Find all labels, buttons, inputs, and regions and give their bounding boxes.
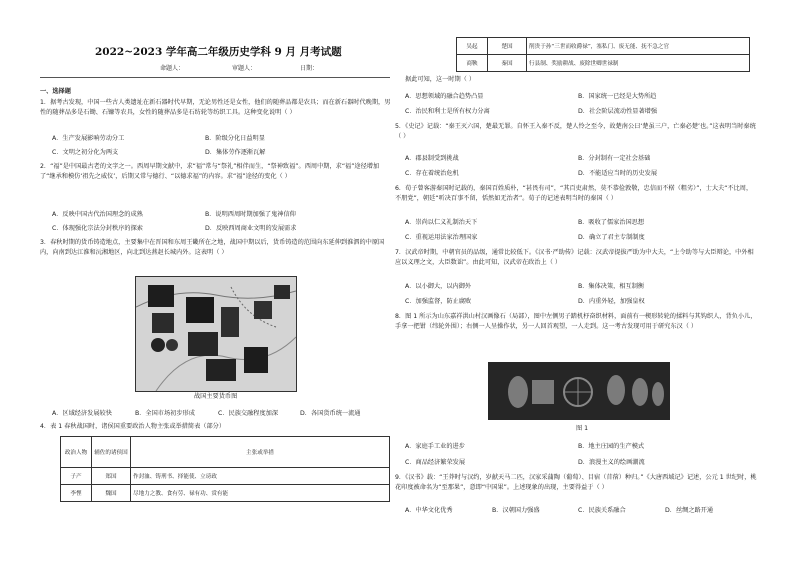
section-heading: 一、选择题 xyxy=(40,88,71,95)
q1-option-b[interactable]: B．阶级分化日益明显 xyxy=(205,135,265,142)
author-field: 命题人： xyxy=(160,65,185,72)
q6-option-d[interactable]: D．确立了君主专制制度 xyxy=(578,234,645,241)
q5-option-b[interactable]: B．分封制有一定社会基础 xyxy=(578,155,651,162)
coin-map-image xyxy=(135,276,297,392)
table-cell: 削贵于孙“三世而收爵禄”，塞私门、废无能、抚不急之官 xyxy=(527,38,750,55)
q8-stem: 8．图 1 所示为山东嘉祥洪山村汉画像石（局部），图中左侧男子踏机杼奋织材料，面前有一楔形转轮的揉料与其钩织人，背负小儿，手拿一把钳（纬轮外围）；右侧一人呈操作状，另一人回首观望，一人走到。这一考古发现可用于研究东汉（ ） xyxy=(395,313,757,330)
q8-option-d[interactable]: D．浪漫主义的绘画潮流 xyxy=(578,459,645,466)
table-cell: 秦国 xyxy=(488,55,527,72)
q8-option-b[interactable]: B．地主庄园的生产模式 xyxy=(578,443,645,450)
q4-option-b[interactable]: B．国家统一已经是大势所趋 xyxy=(578,93,657,100)
table-cell: 作封洫、铸刑书、择能使、立谤政 xyxy=(131,468,390,485)
q9-option-c[interactable]: C．民族关系融合 xyxy=(578,507,626,514)
q4-option-a[interactable]: A．思想领域的融合趋势凸显 xyxy=(405,93,484,100)
q7-option-c[interactable]: C．加强监督，防止腐败 xyxy=(405,298,472,305)
q8-option-c[interactable]: C．商品经济繁荣发展 xyxy=(405,459,466,466)
q6-option-a[interactable]: A．崇尚以仁义礼制治天下 xyxy=(405,219,478,226)
q7-option-d[interactable]: D．内重外轻，加强皇权 xyxy=(578,298,645,305)
q2-option-d[interactable]: D．反映西周商业文明的发展需求 xyxy=(205,225,297,232)
exam-title: 2022~2023 学年高二年级历史学科 9 月 月考试题 xyxy=(95,46,342,58)
table-header-state: 辅佐的诸侯国 xyxy=(92,437,131,468)
table-cell: 魏国 xyxy=(92,485,131,502)
q9-stem: 9．《汉书》载：“王莽时与汉约，岁献天马二匹，汉家采蒲陶（葡萄）、目宿（苜蓿）种归。”《大唐西域记》记述，公元 1 世纪时，桃花印度被命名为“至那果”，意即“中国果”。上述现象的出现，主要得益于（ ） xyxy=(395,474,757,491)
q3-option-a[interactable]: A．区域经济发展较快 xyxy=(52,410,112,417)
q7-stem: 7．汉武帝时期，中朝官员的品级，通常比较低下。《汉书·严助传》记载：汉武帝提拔严助为中大夫，“上令助等与大臣辩论，中外相应以义理之文，大臣数诎”。由此可知，汉武帝在政治上（ ） xyxy=(395,249,754,266)
reviewer-field: 审题人： xyxy=(232,65,257,72)
q6-option-c[interactable]: C．重视运用法家治理国家 xyxy=(405,234,478,241)
q3-option-b[interactable]: B．全国市场初步形成 xyxy=(135,410,195,417)
table-cell: 子产 xyxy=(61,468,92,485)
table-cell: 楚国 xyxy=(488,38,527,55)
table-cell: 尽地力之教、食有劳、禄有功、赏有能 xyxy=(131,485,390,502)
table-row xyxy=(61,468,390,485)
q2-option-b[interactable]: B．说明西周时期加强了鬼神信仰 xyxy=(205,211,296,218)
date-field: 日期： xyxy=(300,65,319,72)
q1-option-d[interactable]: D．集体劳作逐渐瓦解 xyxy=(205,149,266,156)
q6-stem: 6．荀子曾客游秦国时记载的，秦国百姓质朴，“甚畏有司”，“其百吏肃然，莫不恭俭敦敬，忠信而不楛（粗劣）”，士大夫“不比周，不朋党”，朝廷“听决百事不留，恬然如无治者”。荀子的记述表明当时的秦国（ ） xyxy=(395,185,753,202)
q4-stem: 4．表 1 春秋战国时，诸侯国重要政治人物主张或举措简表（部分） xyxy=(40,423,226,430)
q2-option-a[interactable]: A．反映中国古代治国理念的成熟 xyxy=(52,211,143,218)
table-header-row xyxy=(61,437,390,468)
table-header-person: 政治人物 xyxy=(61,437,92,468)
table-row xyxy=(61,485,390,502)
policy-table-right xyxy=(456,37,750,72)
q7-option-a[interactable]: A．以小御大，以内御外 xyxy=(405,283,472,290)
q8-option-a[interactable]: A．家庭手工业的进步 xyxy=(405,443,465,450)
q1-option-a[interactable]: A．生产发展影响劳动分工 xyxy=(52,135,125,142)
q2-option-c[interactable]: C．体现强化宗法分封秩序的探索 xyxy=(52,225,143,232)
q5-stem: 5．《史记》记载：“秦王灭六国，楚最无罪。自怀王入秦不反，楚人怜之至今，故楚南公曰‘楚虽三户，亡秦必楚’也。”这表明当时秦统（ ） xyxy=(395,123,756,140)
q9-option-a[interactable]: A．中华文化优秀 xyxy=(405,507,453,514)
q1-stem: 1．据考古发现，中国一些古人类遗址在新石器时代早期，无论男性还是女性，他们的随葬品都是农具；而在新石器时代晚期，男性的随葬品多是石锄、石镰等农具，女性的随葬品多是石纺轮等纺织工具。这种变化说明（ ） xyxy=(40,99,391,116)
policy-table-left xyxy=(60,436,390,502)
q1-option-c[interactable]: C．文明之初分化为两支 xyxy=(52,149,119,156)
table-header-policy: 主张或举措 xyxy=(131,437,390,468)
q4-option-d[interactable]: D．社会阶层流动性显著增强 xyxy=(578,108,658,115)
table-row xyxy=(457,38,750,55)
q5-option-a[interactable]: A．郡县制受到挑战 xyxy=(405,155,459,162)
table-cell: 李悝 xyxy=(61,485,92,502)
table-cell: 吴起 xyxy=(457,38,488,55)
table-row xyxy=(457,55,750,72)
q4-option-c[interactable]: C．治民和利士是所有权力分离 xyxy=(405,108,490,115)
figure1-caption: 图 1 xyxy=(576,425,589,432)
stone-relief-image xyxy=(488,362,670,420)
q4-tail: 据此可知，这一时期（ ） xyxy=(405,76,476,83)
q3-option-d[interactable]: D．各国货币统一流通 xyxy=(300,410,361,417)
table-cell: 行县制、奖励耕战、废除世卿世禄制 xyxy=(527,55,750,72)
table-cell: 郑国 xyxy=(92,468,131,485)
q3-stem: 3．春秋时期的货币铸造地点，主要集中在晋国和东周王畿所在之地，战国中期以后，货币铸造的范围向东延伸到淮泗的中原国内，向南到达江淮和沅湘地区，向北到达燕赵长城内外。这表明（ ） xyxy=(40,239,385,256)
q6-option-b[interactable]: B．吸收了儒家治国思想 xyxy=(578,219,645,226)
q5-option-c[interactable]: C．存在着统治危机 xyxy=(405,170,459,177)
q2-stem: 2．“福”是中国最古老的文字之一。西周早期文献中，求“福”常与“祭礼”相伴而生，“祭神致福”。西周中期，求“福”途径增加了“继承和模仿‘祖先之威仪’，后期又常与德行、“以德求福”的内容。求“福”途径的变化（ ） xyxy=(40,163,380,180)
map-caption: 战国主要货币图 xyxy=(194,393,238,400)
q9-option-d[interactable]: D．丝绸之路开通 xyxy=(665,507,714,514)
q3-option-c[interactable]: C．民族交融程度加深 xyxy=(218,410,279,417)
table-cell: 商鞅 xyxy=(457,55,488,72)
q9-option-b[interactable]: B．汉朝国力强盛 xyxy=(492,507,540,514)
coin-map-graphic xyxy=(136,277,296,391)
relief-graphic xyxy=(488,362,670,420)
q7-option-b[interactable]: B．集体决策，相互制衡 xyxy=(578,283,645,290)
q5-option-d[interactable]: D．不能适应当时的历史发展 xyxy=(578,170,658,177)
header-divider xyxy=(40,77,390,78)
